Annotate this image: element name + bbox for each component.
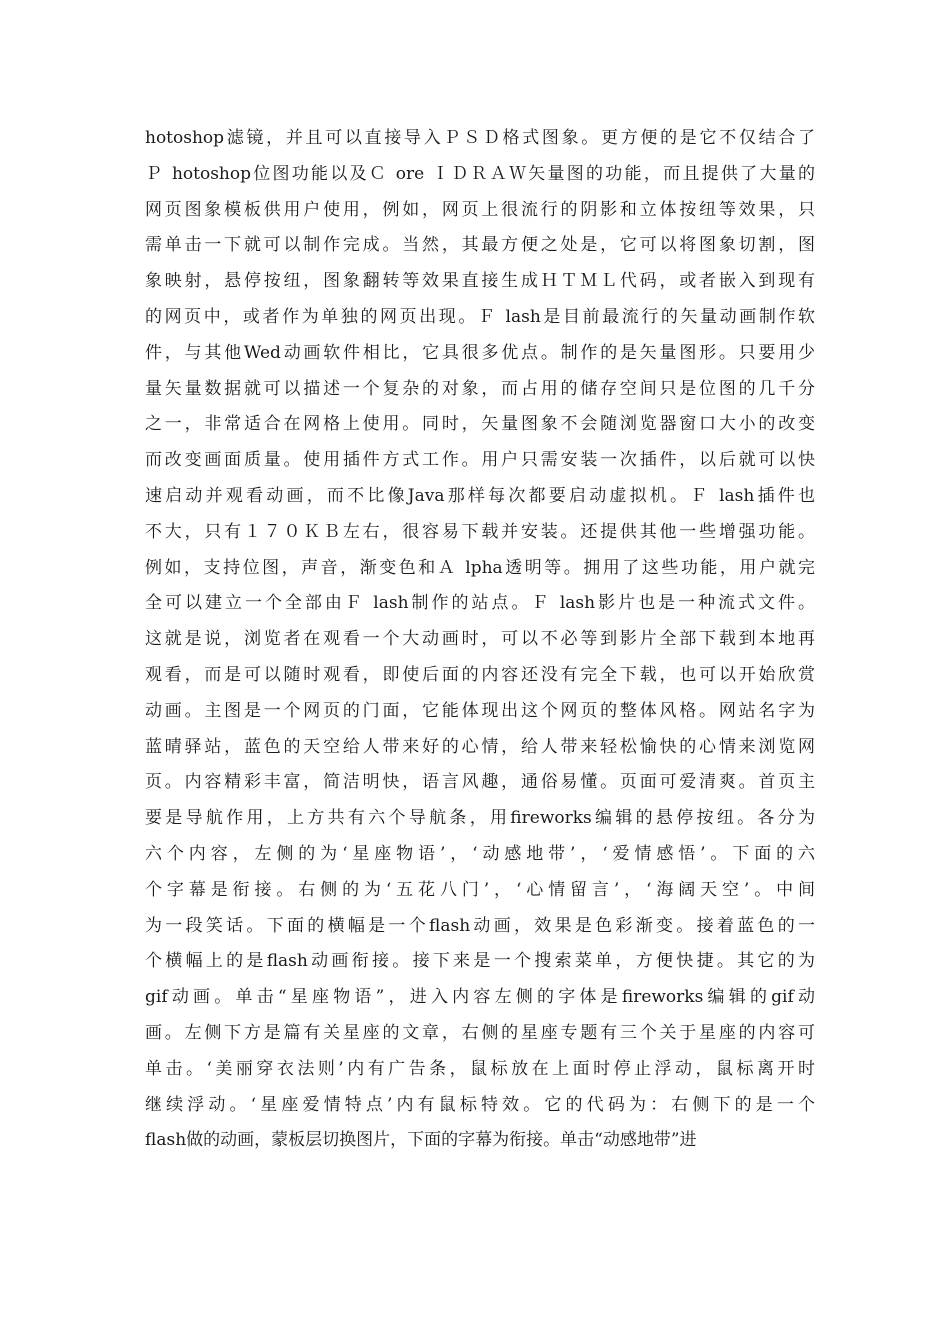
- text-line: 网页图象模板供用户使用，例如，网页上很流行的阴影和立体按纽等效果，只: [145, 199, 815, 220]
- text-line: 蓝晴驿站，蓝色的天空给人带来好的心情，给人带来轻松愉快的心情来浏览网: [145, 736, 815, 757]
- text-line: hotoshop滤镜，并且可以直接导入ＰＳＤ格式图象。更方便的是它不仅结合了: [145, 128, 815, 148]
- text-line: 的网页中，或者作为单独的网页出现。Ｆ lash是目前最流行的矢量动画制作软: [145, 306, 815, 327]
- text-line: 速启动并观看动画，而不比像Java那样每次都要启动虚拟机。Ｆ lash插件也: [145, 485, 815, 506]
- text-line: 个横幅上的是flash动画衔接。接下来是一个搜索菜单，方便快捷。其它的为: [145, 951, 815, 972]
- text-line: 画。左侧下方是篇有关星座的文章，右侧的星座专题有三个关于星座的内容可: [145, 1022, 815, 1043]
- body-paragraph: [145, 121, 815, 1159]
- text-line: 而改变画面质量。使用插件方式工作。用户只需安装一次插件，以后就可以快: [145, 450, 815, 471]
- text-line: 继续浮动。‘星座爱情特点’内有鼠标特效。它的代码为：右侧下的是一个: [145, 1094, 815, 1115]
- text-line: 个字幕是衔接。右侧的为‘五花八门’，‘心情留言’，‘海阔天空’。中间: [145, 879, 815, 900]
- text-line: 量矢量数据就可以描述一个复杂的对象，而占用的储存空间只是位图的几千分: [145, 378, 815, 399]
- text-line: 六个内容，左侧的为‘星座物语’，‘动感地带’，‘爱情感悟’。下面的六: [145, 843, 815, 864]
- text-line: 需单击一下就可以制作完成。当然，其最方便之处是，它可以将图象切割，图: [145, 235, 815, 256]
- text-line: 要是导航作用，上方共有六个导航条，用fireworks编辑的悬停按纽。各分为: [145, 808, 815, 829]
- text-line: 不大，只有１７０ＫＢ左右，很容易下载并安装。还提供其他一些增强功能。: [145, 521, 815, 542]
- text-line: 为一段笑话。下面的横幅是一个flash动画，效果是色彩渐变。接着蓝色的一: [145, 915, 815, 936]
- text-line: 件，与其他Wed动画软件相比，它具很多优点。制作的是矢量图形。只要用少: [145, 342, 815, 363]
- text-line: 象映射，悬停按纽，图象翻转等效果直接生成ＨＴＭＬ代码，或者嵌入到现有: [145, 271, 815, 292]
- text-line: Ｐ hotoshop位图功能以及Ｃ ore ＩＤＲＡＷ矢量图的功能，而且提供了大量的: [145, 163, 815, 184]
- text-line: 全可以建立一个全部由Ｆ lash制作的站点。Ｆ lash影片也是一种流式文件。: [145, 593, 815, 614]
- text-line: flash做的动画，蒙板层切换图片，下面的字幕为衔接。单击“动感地带”进: [145, 1130, 697, 1151]
- text-line: gif动画。单击“星座物语”，进入内容左侧的字体是fireworks编辑的gif动: [145, 987, 815, 1008]
- text-line: 例如，支持位图，声音，渐变色和Ａ lpha透明等。拥用了这些功能，用户就完: [145, 557, 815, 578]
- text-line: 单击。‘美丽穿衣法则’内有广告条，鼠标放在上面时停止浮动，鼠标离开时: [145, 1058, 815, 1079]
- text-line: 这就是说，浏览者在观看一个大动画时，可以不必等到影片全部下载到本地再: [145, 629, 815, 650]
- text-line: 之一，非常适合在网格上使用。同时，矢量图象不会随浏览器窗口大小的改变: [145, 414, 815, 435]
- text-line: 页。内容精彩丰富，简洁明快，语言风趣，通俗易懂。页面可爱清爽。首页主: [145, 772, 815, 793]
- text-line: 观看，而是可以随时观看，即使后面的内容还没有完全下载，也可以开始欣赏: [145, 664, 815, 685]
- text-line: 动画。主图是一个网页的门面，它能体现出这个网页的整体风格。网站名字为: [145, 700, 815, 721]
